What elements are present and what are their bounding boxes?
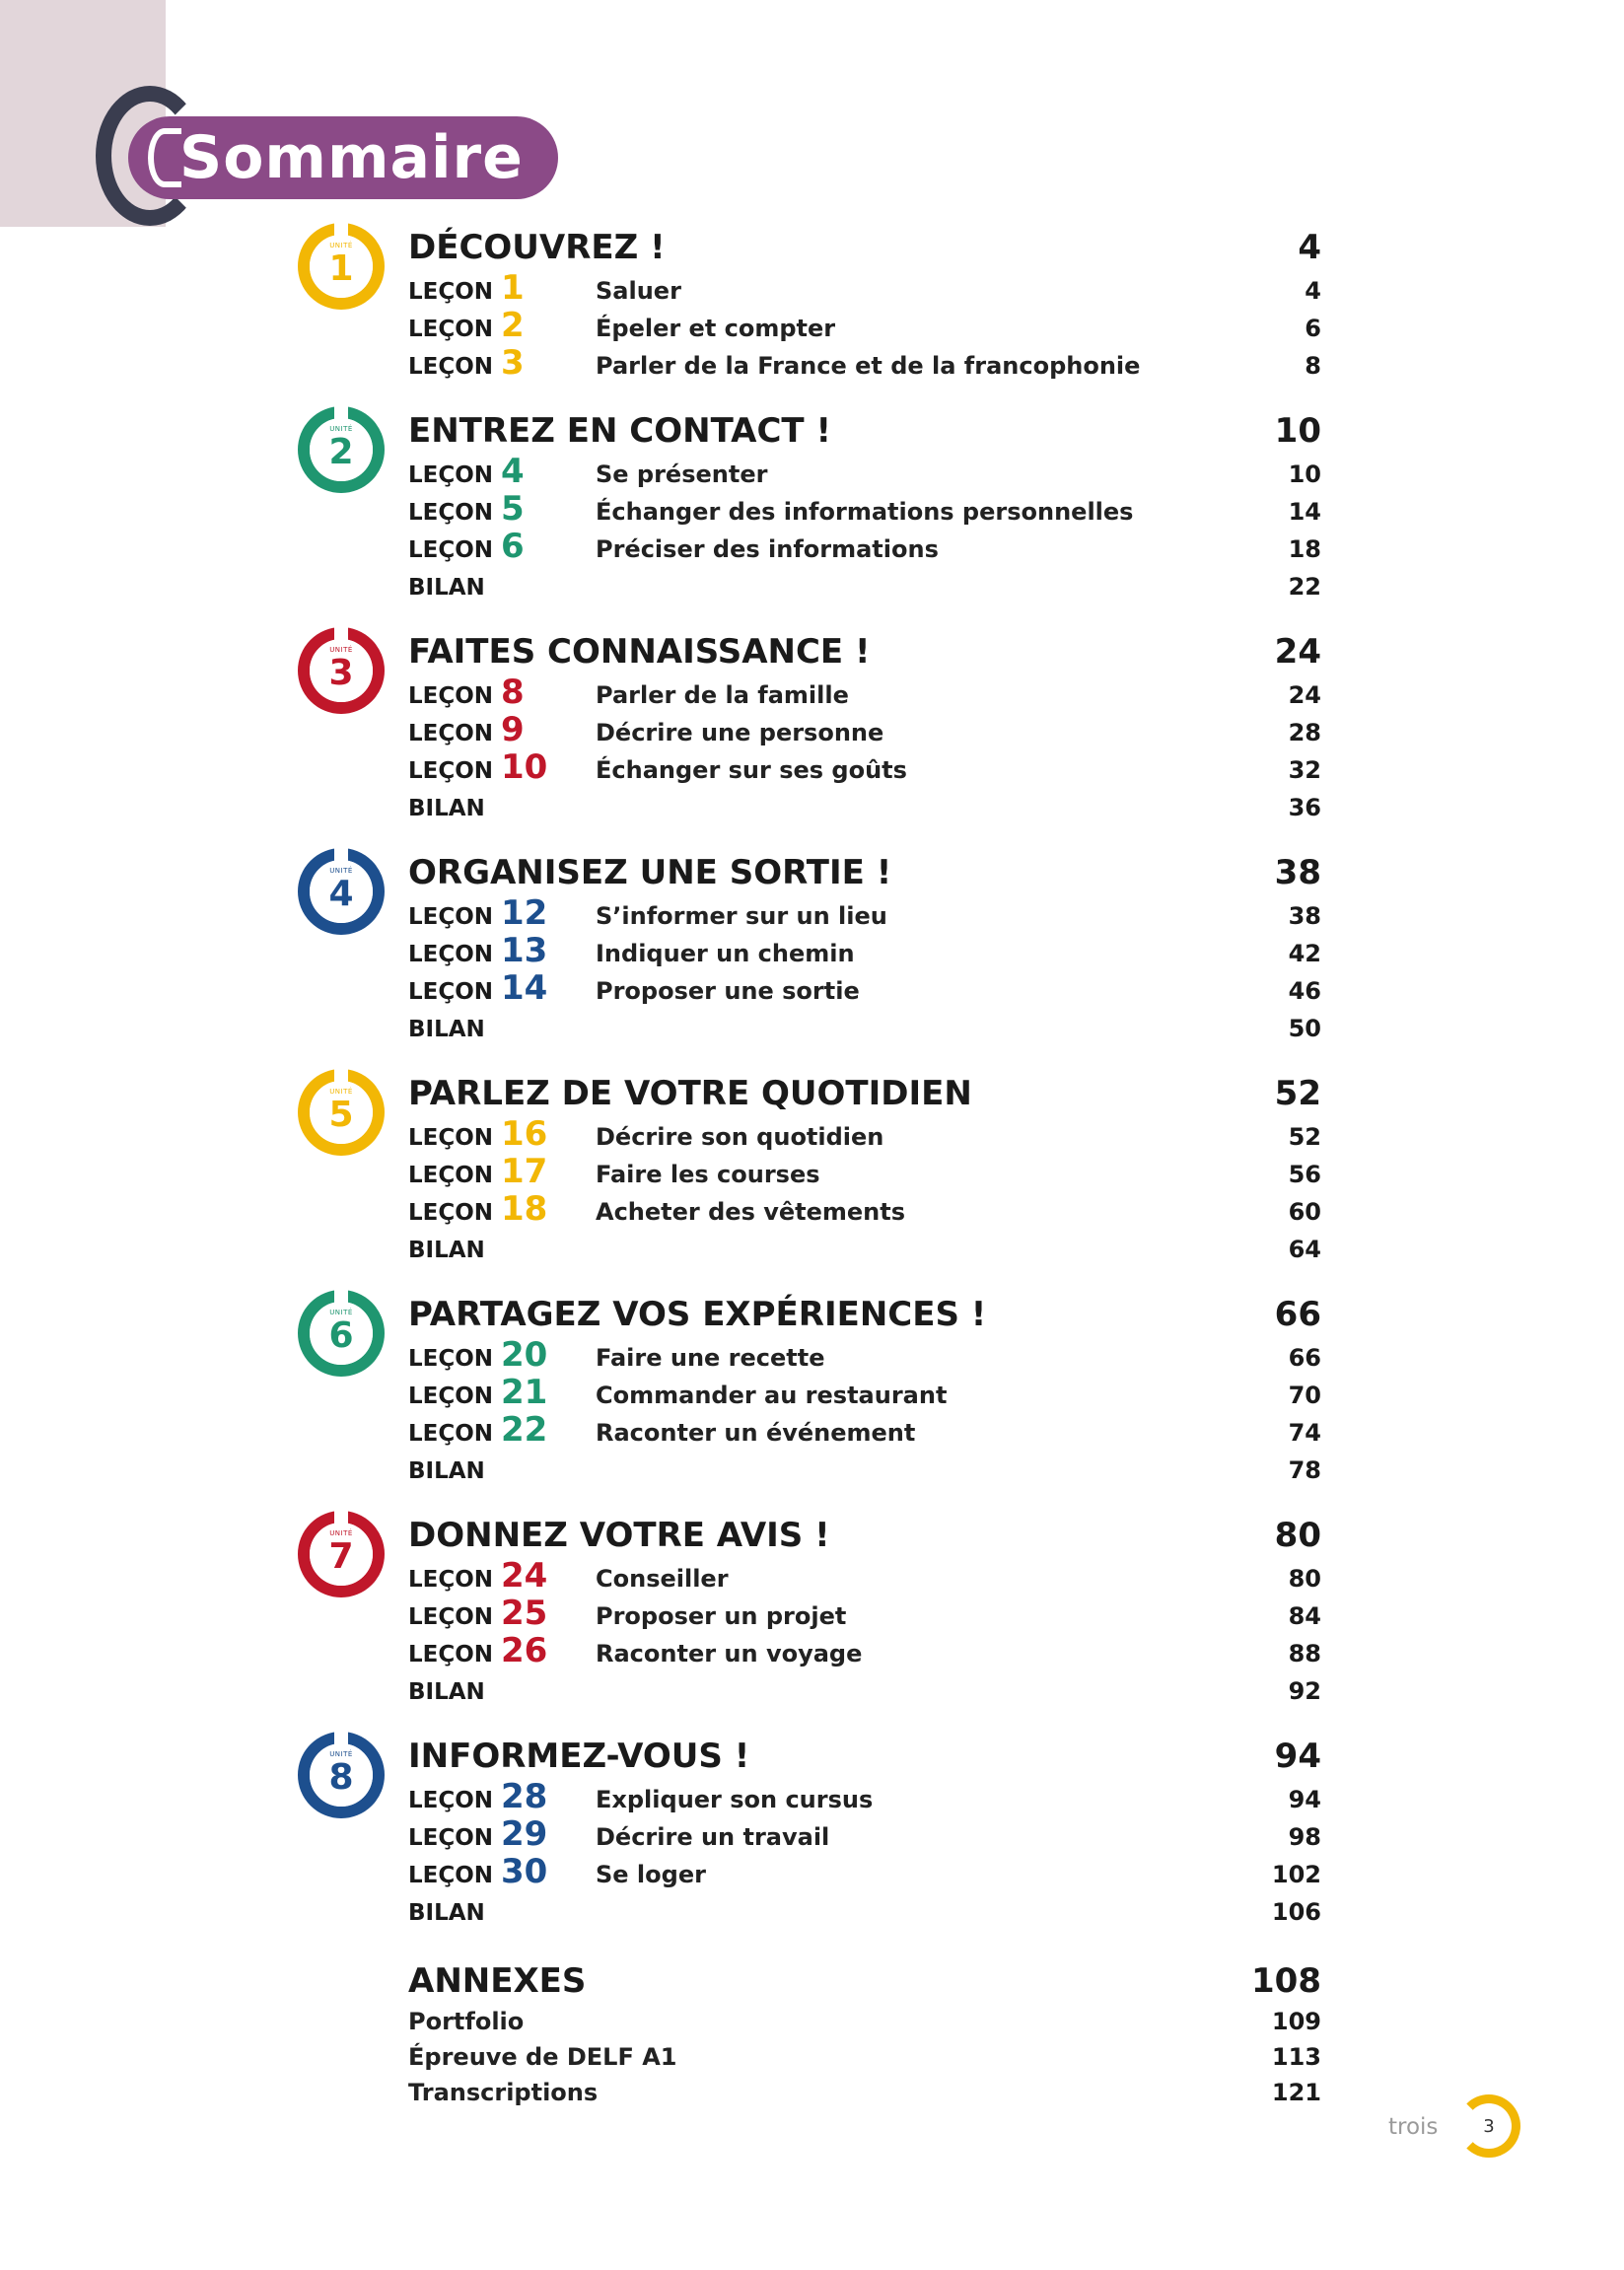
lesson-page: 84	[1288, 1602, 1321, 1630]
lesson-label: LEÇON	[408, 979, 494, 1005]
unit-number: 3	[328, 653, 354, 693]
lesson-label: LEÇON	[408, 279, 494, 305]
lesson-number: 24	[501, 1556, 548, 1596]
lesson-number: 16	[501, 1114, 548, 1154]
bilan-row[interactable]	[408, 1231, 1321, 1268]
lesson-label: LEÇON	[408, 758, 494, 784]
lesson-number: 21	[501, 1373, 548, 1412]
lesson-page: 6	[1305, 315, 1321, 342]
bilan-label: BILAN	[408, 1900, 485, 1926]
unit-number: 2	[328, 432, 354, 472]
lesson-label: LEÇON	[408, 1421, 494, 1447]
lesson-label: LEÇON	[408, 462, 494, 488]
page-word: trois	[1388, 2114, 1439, 2140]
lesson-title: Raconter un événement	[596, 1419, 916, 1447]
bilan-row[interactable]	[408, 1452, 1321, 1489]
bilan-row[interactable]	[408, 1893, 1321, 1931]
lesson-number: 14	[501, 968, 548, 1008]
lesson-row[interactable]	[408, 1189, 1321, 1231]
unit-section	[296, 1511, 1321, 1710]
lesson-label: LEÇON	[408, 1125, 494, 1151]
lesson-number: 29	[501, 1814, 548, 1854]
unit-heading[interactable]	[408, 1069, 1321, 1118]
lesson-page: 36	[1288, 794, 1321, 821]
lesson-row[interactable]	[408, 710, 1321, 751]
bilan-label: BILAN	[408, 1458, 485, 1484]
unit-number: 6	[328, 1315, 354, 1356]
unit-section	[296, 848, 1321, 1047]
lesson-title: Expliquer son cursus	[596, 1786, 874, 1813]
lesson-row[interactable]	[408, 747, 1321, 789]
lesson-title: Échanger sur ses goûts	[596, 756, 907, 784]
badge-label: UNITÉ	[329, 1750, 353, 1758]
lesson-row[interactable]	[408, 1373, 1321, 1414]
lesson-page: 52	[1288, 1123, 1321, 1151]
lesson-label: LEÇON	[408, 1642, 494, 1667]
unit-section	[296, 1069, 1321, 1268]
lesson-page: 60	[1288, 1198, 1321, 1226]
annex-item[interactable]	[408, 2039, 1321, 2075]
unit-section	[296, 223, 1321, 385]
unit-title: ENTREZ EN CONTACT !	[408, 411, 831, 451]
unit-page: 38	[1274, 853, 1321, 892]
lesson-page: 50	[1288, 1015, 1321, 1042]
lesson-number: 20	[501, 1335, 548, 1375]
lesson-row[interactable]	[408, 968, 1321, 1010]
page-number-ring	[1457, 2094, 1520, 2158]
badge-label: UNITÉ	[329, 1088, 353, 1096]
annex-item[interactable]	[408, 2004, 1321, 2039]
lesson-page: 4	[1305, 277, 1321, 305]
lesson-title: Parler de la famille	[596, 681, 849, 709]
lesson-title: Parler de la France et de la francophonie	[596, 352, 1141, 380]
lesson-title: Faire une recette	[596, 1344, 825, 1372]
lesson-number: 6	[501, 527, 525, 566]
lesson-title: Proposer une sortie	[596, 977, 860, 1005]
lesson-number: 10	[501, 747, 548, 787]
lesson-label: LEÇON	[408, 1825, 494, 1851]
lesson-page: 22	[1288, 573, 1321, 601]
lesson-number: 12	[501, 893, 548, 933]
badge-inner	[310, 1081, 373, 1144]
badge-label: UNITÉ	[329, 867, 353, 875]
lesson-page: 24	[1288, 681, 1321, 709]
lesson-title: Se loger	[596, 1861, 706, 1888]
unit-number: 5	[328, 1095, 354, 1135]
lesson-page: 92	[1288, 1677, 1321, 1705]
lesson-title: Échanger des informations personnelles	[596, 498, 1134, 526]
badge-label: UNITÉ	[329, 242, 353, 249]
table-of-contents	[296, 223, 1321, 2110]
lesson-title: Conseiller	[596, 1565, 729, 1593]
lesson-number: 13	[501, 931, 548, 970]
lesson-number: 8	[501, 673, 525, 712]
lesson-number: 5	[501, 489, 525, 529]
lesson-label: LEÇON	[408, 500, 494, 526]
lesson-number: 3	[501, 343, 525, 383]
badge-label: UNITÉ	[329, 1529, 353, 1537]
lesson-page: 106	[1271, 1898, 1321, 1926]
unit-badge	[298, 1511, 385, 1597]
lesson-label: LEÇON	[408, 537, 494, 563]
lesson-number: 2	[501, 306, 525, 345]
page-title: Sommaire	[179, 123, 524, 192]
annexes-title: ANNEXES	[408, 1961, 587, 2001]
lesson-row[interactable]	[408, 306, 1321, 347]
lesson-title: Décrire son quotidien	[596, 1123, 884, 1151]
lesson-label: LEÇON	[408, 1163, 494, 1188]
annexes-section	[296, 1958, 1321, 2110]
annex-page: 121	[1271, 2079, 1321, 2106]
lesson-label: LEÇON	[408, 1200, 494, 1226]
bilan-row[interactable]	[408, 568, 1321, 605]
lesson-row[interactable]	[408, 489, 1321, 531]
lesson-title: Préciser des informations	[596, 535, 939, 563]
lesson-page: 66	[1288, 1344, 1321, 1372]
unit-badge	[298, 1069, 385, 1156]
lesson-page: 42	[1288, 940, 1321, 967]
badge-label: UNITÉ	[329, 1309, 353, 1316]
lesson-page: 32	[1288, 756, 1321, 784]
lesson-label: LEÇON	[408, 1383, 494, 1409]
bilan-label: BILAN	[408, 1238, 485, 1263]
unit-badge	[298, 223, 385, 310]
lesson-row[interactable]	[408, 1152, 1321, 1193]
lesson-number: 22	[501, 1410, 548, 1450]
lesson-row[interactable]	[408, 931, 1321, 972]
bilan-label: BILAN	[408, 1679, 485, 1705]
unit-title: FAITES CONNAISSANCE !	[408, 632, 871, 672]
unit-page: 66	[1274, 1295, 1321, 1334]
lesson-label: LEÇON	[408, 721, 494, 746]
lesson-page: 38	[1288, 902, 1321, 930]
lesson-row[interactable]	[408, 1814, 1321, 1856]
lesson-page: 56	[1288, 1161, 1321, 1188]
lesson-row[interactable]	[408, 1335, 1321, 1377]
lesson-page: 8	[1305, 352, 1321, 380]
lesson-label: LEÇON	[408, 683, 494, 709]
lesson-title: Décrire un travail	[596, 1823, 830, 1851]
lesson-page: 70	[1288, 1382, 1321, 1409]
unit-number: 7	[328, 1536, 354, 1577]
lesson-row[interactable]	[408, 673, 1321, 714]
badge-label: UNITÉ	[329, 425, 353, 433]
page-number: 3	[1483, 2115, 1495, 2137]
lesson-label: LEÇON	[408, 317, 494, 342]
lesson-row[interactable]	[408, 452, 1321, 493]
lesson-title: Se présenter	[596, 461, 768, 488]
unit-section	[296, 1732, 1321, 1931]
lesson-page: 80	[1288, 1565, 1321, 1593]
lesson-title: Commander au restaurant	[596, 1382, 948, 1409]
lesson-title: Décrire une personne	[596, 719, 884, 746]
annex-page: 109	[1271, 2008, 1321, 2035]
lesson-number: 26	[501, 1631, 548, 1670]
unit-badge	[298, 848, 385, 935]
lesson-row[interactable]	[408, 1556, 1321, 1597]
annex-title: Transcriptions	[408, 2079, 599, 2106]
badge-inner	[310, 639, 373, 702]
bilan-row[interactable]	[408, 1010, 1321, 1047]
lesson-title: Raconter un voyage	[596, 1640, 863, 1667]
lesson-page: 102	[1271, 1861, 1321, 1888]
lesson-label: LEÇON	[408, 1346, 494, 1372]
badge-label: UNITÉ	[329, 646, 353, 654]
bilan-label: BILAN	[408, 575, 485, 601]
lesson-row[interactable]	[408, 1114, 1321, 1156]
lesson-label: LEÇON	[408, 1604, 494, 1630]
unit-badge	[298, 1290, 385, 1377]
unit-title: PARTAGEZ VOS EXPÉRIENCES !	[408, 1295, 987, 1334]
lesson-row[interactable]	[408, 268, 1321, 310]
badge-inner	[310, 418, 373, 481]
bilan-row[interactable]	[408, 789, 1321, 826]
unit-page: 94	[1274, 1737, 1321, 1776]
lesson-page: 74	[1288, 1419, 1321, 1447]
unit-heading[interactable]	[408, 848, 1321, 897]
lesson-number: 25	[501, 1594, 548, 1633]
lesson-page: 78	[1288, 1456, 1321, 1484]
lesson-page: 94	[1288, 1786, 1321, 1813]
unit-heading[interactable]	[408, 223, 1321, 272]
lesson-row[interactable]	[408, 1631, 1321, 1672]
lesson-page: 88	[1288, 1640, 1321, 1667]
lesson-number: 9	[501, 710, 525, 749]
unit-number: 4	[328, 874, 354, 914]
title-banner	[128, 116, 558, 199]
unit-page: 24	[1274, 632, 1321, 672]
lesson-title: S’informer sur un lieu	[596, 902, 887, 930]
bilan-label: BILAN	[408, 1017, 485, 1042]
unit-heading[interactable]	[408, 1290, 1321, 1339]
unit-badge	[298, 406, 385, 493]
lesson-page: 10	[1288, 461, 1321, 488]
lesson-row[interactable]	[408, 343, 1321, 385]
lesson-number: 4	[501, 452, 525, 491]
unit-section	[296, 406, 1321, 605]
lesson-label: LEÇON	[408, 904, 494, 930]
unit-number: 1	[328, 248, 354, 289]
unit-title: DÉCOUVREZ !	[408, 228, 666, 267]
unit-badge	[298, 627, 385, 714]
lesson-label: LEÇON	[408, 1567, 494, 1593]
lesson-title: Épeler et compter	[596, 315, 836, 342]
lesson-label: LEÇON	[408, 1788, 494, 1813]
lesson-number: 28	[501, 1777, 548, 1816]
annex-title: Épreuve de DELF A1	[408, 2043, 677, 2071]
lesson-number: 17	[501, 1152, 548, 1191]
lesson-title: Indiquer un chemin	[596, 940, 855, 967]
lesson-label: LEÇON	[408, 354, 494, 380]
annex-item[interactable]	[408, 2075, 1321, 2110]
lesson-number: 1	[501, 268, 525, 308]
lesson-label: LEÇON	[408, 942, 494, 967]
lesson-number: 18	[501, 1189, 548, 1229]
unit-section	[296, 1290, 1321, 1489]
lesson-page: 64	[1288, 1236, 1321, 1263]
lesson-page: 46	[1288, 977, 1321, 1005]
unit-section	[296, 627, 1321, 826]
page-footer	[1388, 2094, 1526, 2164]
unit-page: 80	[1274, 1516, 1321, 1555]
unit-title: PARLEZ DE VOTRE QUOTIDIEN	[408, 1074, 972, 1113]
lesson-title: Acheter des vêtements	[596, 1198, 906, 1226]
badge-inner	[310, 1743, 373, 1807]
lesson-row[interactable]	[408, 893, 1321, 935]
lesson-page: 98	[1288, 1823, 1321, 1851]
lesson-title: Faire les courses	[596, 1161, 820, 1188]
lesson-title: Proposer un projet	[596, 1602, 847, 1630]
lesson-label: LEÇON	[408, 1863, 494, 1888]
badge-inner	[310, 1523, 373, 1586]
badge-inner	[310, 235, 373, 298]
lesson-number: 30	[501, 1852, 548, 1891]
lesson-page: 18	[1288, 535, 1321, 563]
lesson-row[interactable]	[408, 1594, 1321, 1635]
lesson-row[interactable]	[408, 1777, 1321, 1818]
bilan-label: BILAN	[408, 796, 485, 821]
bilan-row[interactable]	[408, 1672, 1321, 1710]
lesson-page: 14	[1288, 498, 1321, 526]
lesson-row[interactable]	[408, 1852, 1321, 1893]
annex-title: Portfolio	[408, 2008, 525, 2035]
unit-heading[interactable]	[408, 627, 1321, 676]
unit-heading[interactable]	[408, 406, 1321, 456]
unit-heading[interactable]	[408, 1511, 1321, 1560]
unit-number: 8	[328, 1757, 354, 1798]
annexes-page: 108	[1251, 1961, 1321, 2001]
unit-title: ORGANISEZ UNE SORTIE !	[408, 853, 892, 892]
lesson-row[interactable]	[408, 527, 1321, 568]
unit-page: 10	[1274, 411, 1321, 451]
unit-title: DONNEZ VOTRE AVIS !	[408, 1516, 830, 1555]
annex-page: 113	[1271, 2043, 1321, 2071]
lesson-row[interactable]	[408, 1410, 1321, 1452]
unit-page: 4	[1298, 228, 1321, 267]
unit-title: INFORMEZ-VOUS !	[408, 1737, 750, 1776]
unit-badge	[298, 1732, 385, 1818]
badge-inner	[310, 1302, 373, 1365]
unit-page: 52	[1274, 1074, 1321, 1113]
title-cap-decoration	[148, 128, 181, 187]
annexes-heading[interactable]	[408, 1958, 1321, 2004]
lesson-page: 28	[1288, 719, 1321, 746]
unit-heading[interactable]	[408, 1732, 1321, 1781]
badge-inner	[310, 860, 373, 923]
lesson-title: Saluer	[596, 277, 681, 305]
